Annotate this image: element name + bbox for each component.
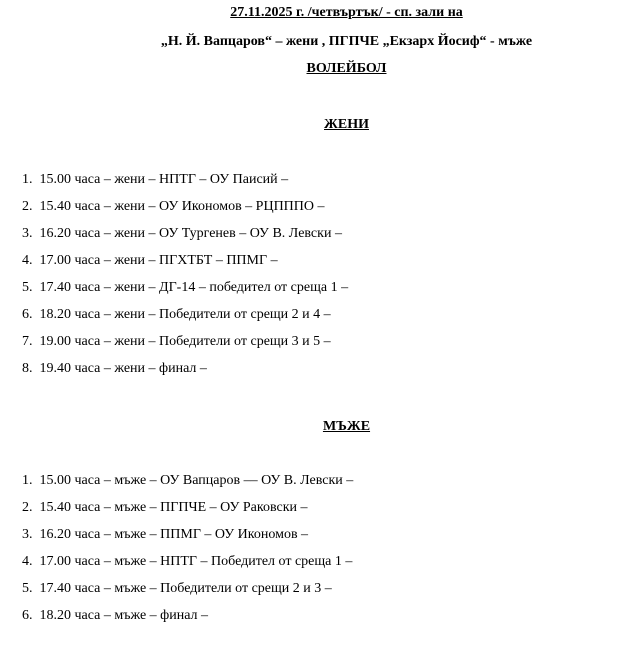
item-number: 4. <box>22 253 33 268</box>
item-text: 19.40 часа – жени – финал – <box>39 361 207 376</box>
list-item <box>22 306 348 333</box>
list-item <box>22 526 353 553</box>
item-text: 15.00 часа – мъже – ОУ Вапцаров –– ОУ В. Левски – <box>39 473 354 488</box>
item-number: 1. <box>22 473 33 488</box>
women-schedule-list <box>22 171 348 387</box>
item-number: 4. <box>22 554 33 569</box>
men-schedule-list <box>22 472 353 634</box>
item-number: 3. <box>22 527 33 542</box>
item-number: 5. <box>22 581 33 596</box>
item-text: 17.40 часа – мъже – Победители от срещи 2 и 3 – <box>39 581 332 596</box>
item-text: 16.20 часа – мъже – ППМГ – ОУ Икономов – <box>39 527 309 542</box>
header-venues-line: „Н. Й. Вапцаров“ – жени , ПГПЧЕ „Екзарх Йосиф“ - мъже <box>160 34 533 49</box>
item-text: 16.20 часа – жени – ОУ Тургенев – ОУ В. Левски – <box>39 226 342 241</box>
list-item <box>22 499 353 526</box>
list-item <box>22 580 353 607</box>
item-number: 7. <box>22 334 33 349</box>
item-text: 17.00 часа – мъже – НПТГ – Победител от среща 1 – <box>39 554 353 569</box>
item-number: 6. <box>22 608 33 623</box>
item-number: 1. <box>22 172 33 187</box>
item-text: 19.00 часа – жени – Победители от срещи 3 и 5 – <box>39 334 331 349</box>
header-sport-title: ВОЛЕЙБОЛ <box>306 61 387 76</box>
list-item <box>22 553 353 580</box>
item-text: 15.40 часа – жени – ОУ Икономов – РЦПППО – <box>39 199 325 214</box>
section-title-women: ЖЕНИ <box>324 117 369 132</box>
list-item <box>22 225 348 252</box>
item-text: 18.20 часа – жени – Победители от срещи 2 и 4 – <box>39 307 331 322</box>
item-text: 15.00 часа – жени – НПТГ – ОУ Паисий – <box>39 172 289 187</box>
item-number: 6. <box>22 307 33 322</box>
item-number: 2. <box>22 199 33 214</box>
item-number: 2. <box>22 500 33 515</box>
section-title-men: МЪЖЕ <box>322 419 371 434</box>
item-text: 17.00 часа – жени – ПГХТБТ – ППМГ – <box>39 253 278 268</box>
list-item <box>22 171 348 198</box>
list-item <box>22 279 348 306</box>
list-item <box>22 333 348 360</box>
list-item <box>22 360 348 387</box>
item-text: 18.20 часа – мъже – финал – <box>39 608 209 623</box>
header-date-line: 27.11.2025 г. /четвъртък/ - сп. зали на <box>230 5 463 20</box>
item-number: 3. <box>22 226 33 241</box>
item-text: 15.40 часа – мъже – ПГПЧЕ – ОУ Раковски – <box>39 500 308 515</box>
list-item <box>22 472 353 499</box>
list-item <box>22 252 348 279</box>
list-item <box>22 198 348 225</box>
item-number: 8. <box>22 361 33 376</box>
item-text: 17.40 часа – жени – ДГ-14 – победител от среща 1 – <box>39 280 349 295</box>
list-item <box>22 607 353 634</box>
item-number: 5. <box>22 280 33 295</box>
